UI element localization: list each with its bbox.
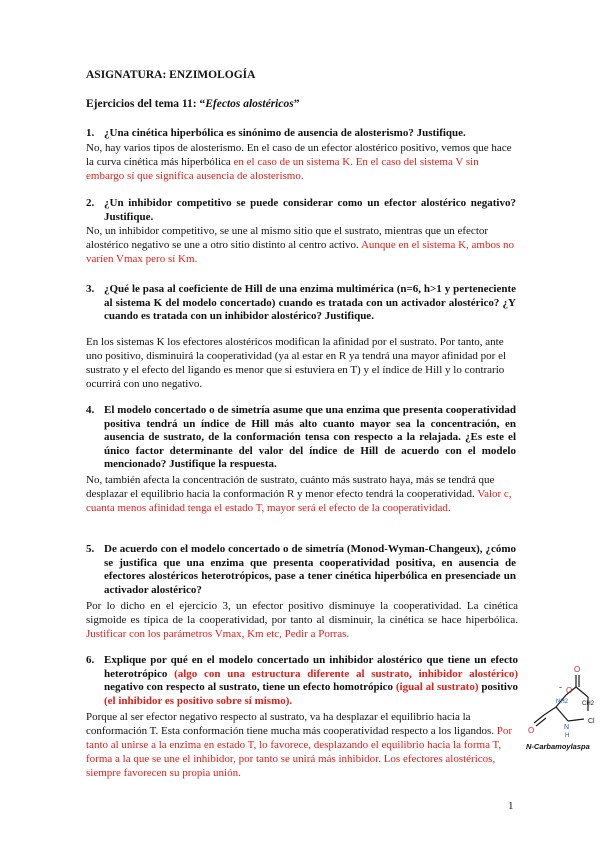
answer-text: No, también afecta la concentración de sustrato, cuánto más sustrato haya, más se tendrá que desplazar el equilibrio hacia la conformación R y menor efecto tendrá la cooperatividad. xyxy=(86,474,495,500)
answer-note: Aunque en el sistema K, ambos no varíen Vmax pero sí Km. xyxy=(86,239,514,265)
molecule-caption: N-Carbamoylaspa xyxy=(526,742,590,751)
question-text-part: positivo xyxy=(478,681,518,693)
answer-note: Valor c, cuanta menos afinidad tenga el estado T, mayor será el efecto de la cooperatividad. xyxy=(86,488,512,514)
answer-text: Porque al ser efector negativo respecto al sustrato, va ha desplazar el equilibrio hacia la conformación T. Esta conformación tiene mucha más cooperatividad respecto a los ligandos. xyxy=(86,711,497,737)
subject-title: ASIGNATURA: ENZIMOLOGÍA xyxy=(86,69,256,81)
atom-label: H xyxy=(565,733,570,739)
atom-label: CH2 xyxy=(582,701,595,707)
atom-label: N xyxy=(564,724,570,731)
question-number: 6. xyxy=(86,654,95,666)
question-number: 4. xyxy=(86,404,95,416)
question-text: ¿Qué le pasa al coeficiente de Hill de una enzima multimérica (n=6, h>1 y perteneciente al sistema K del modelo concertado) cuando es tratada con un activador alostérico? ¿Y cuando es tratada con un inhibidor alostérico? Justifique. xyxy=(104,283,516,322)
question-1 xyxy=(86,127,516,141)
question-note: (el inhibidor es positivo sobre sí mismo). xyxy=(104,694,293,707)
question-text: De acuerdo con el modelo concertado o de simetría (Monod-Wyman-Changeux), ¿cómo se justifica que una enzima que presenta cooperatividad positiva, en ausencia de efectores alostéricos heterotrópicos, pase a tener cinética hiperbólica en presenciade un activador alostérico? xyxy=(104,543,516,596)
answer-5 xyxy=(86,599,518,641)
question-note: (algo con una estructura diferente al sustrato, inhibidor alostérico) xyxy=(174,667,518,680)
page-number: 1 xyxy=(508,800,514,812)
n-carbamoylaspartate-structure xyxy=(526,663,600,755)
question-3 xyxy=(86,283,516,324)
answer-2 xyxy=(86,224,518,266)
heading-suffix: ” xyxy=(293,98,300,110)
answer-note: Por tanto al unirse a la enzima en estado T, lo favorece, desplazando el equilibrio hacia la forma T, forma a la que se une el inhibidor, por tanto se unirá más inhibidor. Los efectores alostéricos, siempre favorecen su propia unión. xyxy=(86,725,513,779)
question-number: 5. xyxy=(86,543,95,555)
atom-label: O xyxy=(528,726,535,735)
atom-label: - xyxy=(559,682,562,692)
heading-prefix: Ejercicios del tema 11: “ xyxy=(86,98,206,110)
atom-label: O xyxy=(566,686,573,695)
answer-6 xyxy=(86,710,518,780)
question-number: 3. xyxy=(86,283,95,295)
question-5 xyxy=(86,543,516,597)
atom-label: NH2 xyxy=(556,699,569,705)
question-number: 1. xyxy=(86,127,95,139)
answer-note: en el caso de un sistema K. En el caso del sistema V sin embargo sí que significa ausencia de alosterismo. xyxy=(86,156,479,182)
atom-label: Cl xyxy=(588,718,595,725)
atom-label: O xyxy=(574,665,581,674)
heading-topic: Efectos alostéricos xyxy=(205,98,294,110)
answer-text: Por lo dicho en el ejercicio 3, un efector positivo disminuye la cooperatividad. La cinética sigmoide es típica de la cooperatividad, por tanto al disminuir, la cinética se hace hiperbólica. xyxy=(86,600,518,626)
question-6 xyxy=(86,654,518,708)
question-text: ¿Un inhibidor competitivo se puede considerar como un efector alostérico negativo? Justifique. xyxy=(104,197,516,223)
question-number: 2. xyxy=(86,197,95,209)
answer-3 xyxy=(86,335,518,391)
question-text xyxy=(104,654,518,708)
answer-note: Justificar con los parámetros Vmax, Km etc, Pedir a Porras. xyxy=(86,628,350,640)
question-4 xyxy=(86,404,516,472)
question-text-part: negativo con respecto al sustrato, tiene un efecto homotrópico xyxy=(104,681,396,693)
answer-text: No, un inhibidor competitivo, se une al mismo sitio que el sustrato, mientras que un efector alostérico negativo se une a otro sitio distinto al centro activo. xyxy=(86,225,489,251)
question-note: (igual al sustrato) xyxy=(395,681,479,693)
exercise-heading xyxy=(86,98,299,110)
question-text: ¿Una cinética hiperbólica es sinónimo de ausencia de alosterismo? Justifique. xyxy=(104,127,466,139)
question-text-part: Explique por qué en el modelo concertado un inhibidor alostérico que tiene un efecto heterotrópico xyxy=(104,654,518,680)
question-text: El modelo concertado o de simetría asume que una enzima que presenta cooperatividad positiva tendrá un índice de Hill más alto cuanto mayor sea la concentración, en ausencia de sustrato, de la conformación tensa con respecto a la relajada. ¿Es este el único factor determinante del valor del índice de Hill de acuerdo con el modelo mencionado? Justifique la respuesta. xyxy=(104,404,516,470)
answer-4 xyxy=(86,473,518,515)
question-2 xyxy=(86,197,516,224)
answer-1 xyxy=(86,141,518,183)
answer-text: No, hay varios tipos de alosterismo. En el caso de un efector alostérico positivo, vemos que hace la curva cinética más hiperbólica xyxy=(86,142,512,168)
answer-text: En los sistemas K los efectores alostéricos modifican la afinidad por el sustrato. Por tanto, ante uno positivo, disminuirá la cooperatividad (ya al estar en R ya tendrá una mayor afinidad por el sustrato y el efecto del ligando es menor que si estuviera en T) y el índice de Hill y lo contrario ocurrirá con uno negativo. xyxy=(86,336,507,390)
